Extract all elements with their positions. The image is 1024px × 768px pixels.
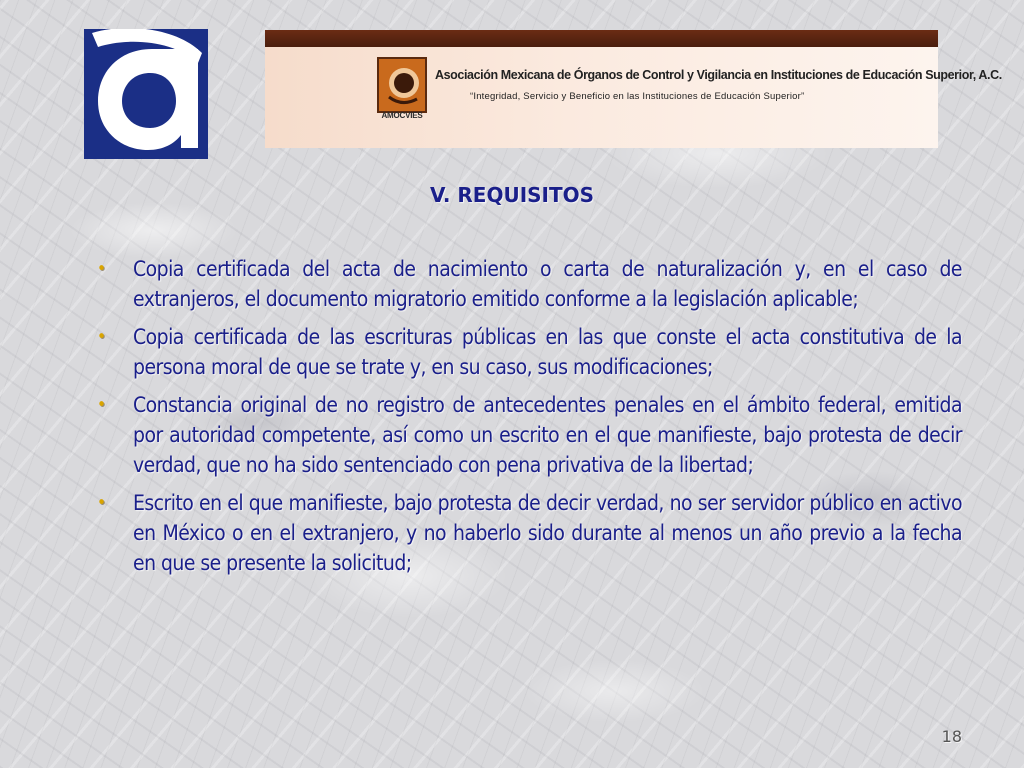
association-name: Asociación Mexicana de Órganos de Control y Vigilancia en Instituciones de Educación Superior, A.C.: [435, 68, 1002, 82]
list-item: [88, 390, 962, 480]
organization-logo: [84, 29, 208, 159]
bullet-icon: •: [97, 327, 106, 347]
bullet-icon: •: [97, 493, 106, 513]
association-banner: [265, 30, 1002, 148]
list-item-text: Copia certificada de las escrituras públicas en las que conste el acta constitutiva de la persona moral de que se trate y, en su caso, sus modificaciones;: [133, 325, 962, 379]
list-item: [88, 488, 962, 578]
list-item-text: Escrito en el que manifieste, bajo protesta de decir verdad, no ser servidor público en activo en México o en el extranjero, y no haberlo sido durante al menos un año previo a la fecha en que se presente la solicitud;: [133, 491, 962, 575]
requirements-list: [88, 254, 962, 586]
banner-stripe: [265, 30, 938, 47]
list-item: [88, 322, 962, 382]
list-item-text: Copia certificada del acta de nacimiento o carta de naturalización y, en el caso de extranjeros, el documento migratorio emitido conforme a la legislación aplicable;: [133, 257, 962, 311]
page-number: 18: [941, 727, 962, 746]
section-title: V. REQUISITOS: [429, 183, 595, 207]
emblem-label: AMOCVIES: [381, 111, 423, 120]
list-item: [88, 254, 962, 314]
amocvies-emblem-icon: [377, 57, 427, 113]
bullet-icon: •: [97, 259, 106, 279]
association-motto: “Integridad, Servicio y Beneficio en las Instituciones de Educación Superior”: [470, 91, 805, 102]
bullet-icon: •: [97, 395, 106, 415]
stylized-a-logo-icon: [84, 29, 208, 159]
list-item-text: Constancia original de no registro de antecedentes penales en el ámbito federal, emitida por autoridad competente, así como un escrito en el que manifieste, bajo protesta de decir verdad, que no ha sido sentenciado con pena privativa de la libertad;: [133, 393, 962, 477]
